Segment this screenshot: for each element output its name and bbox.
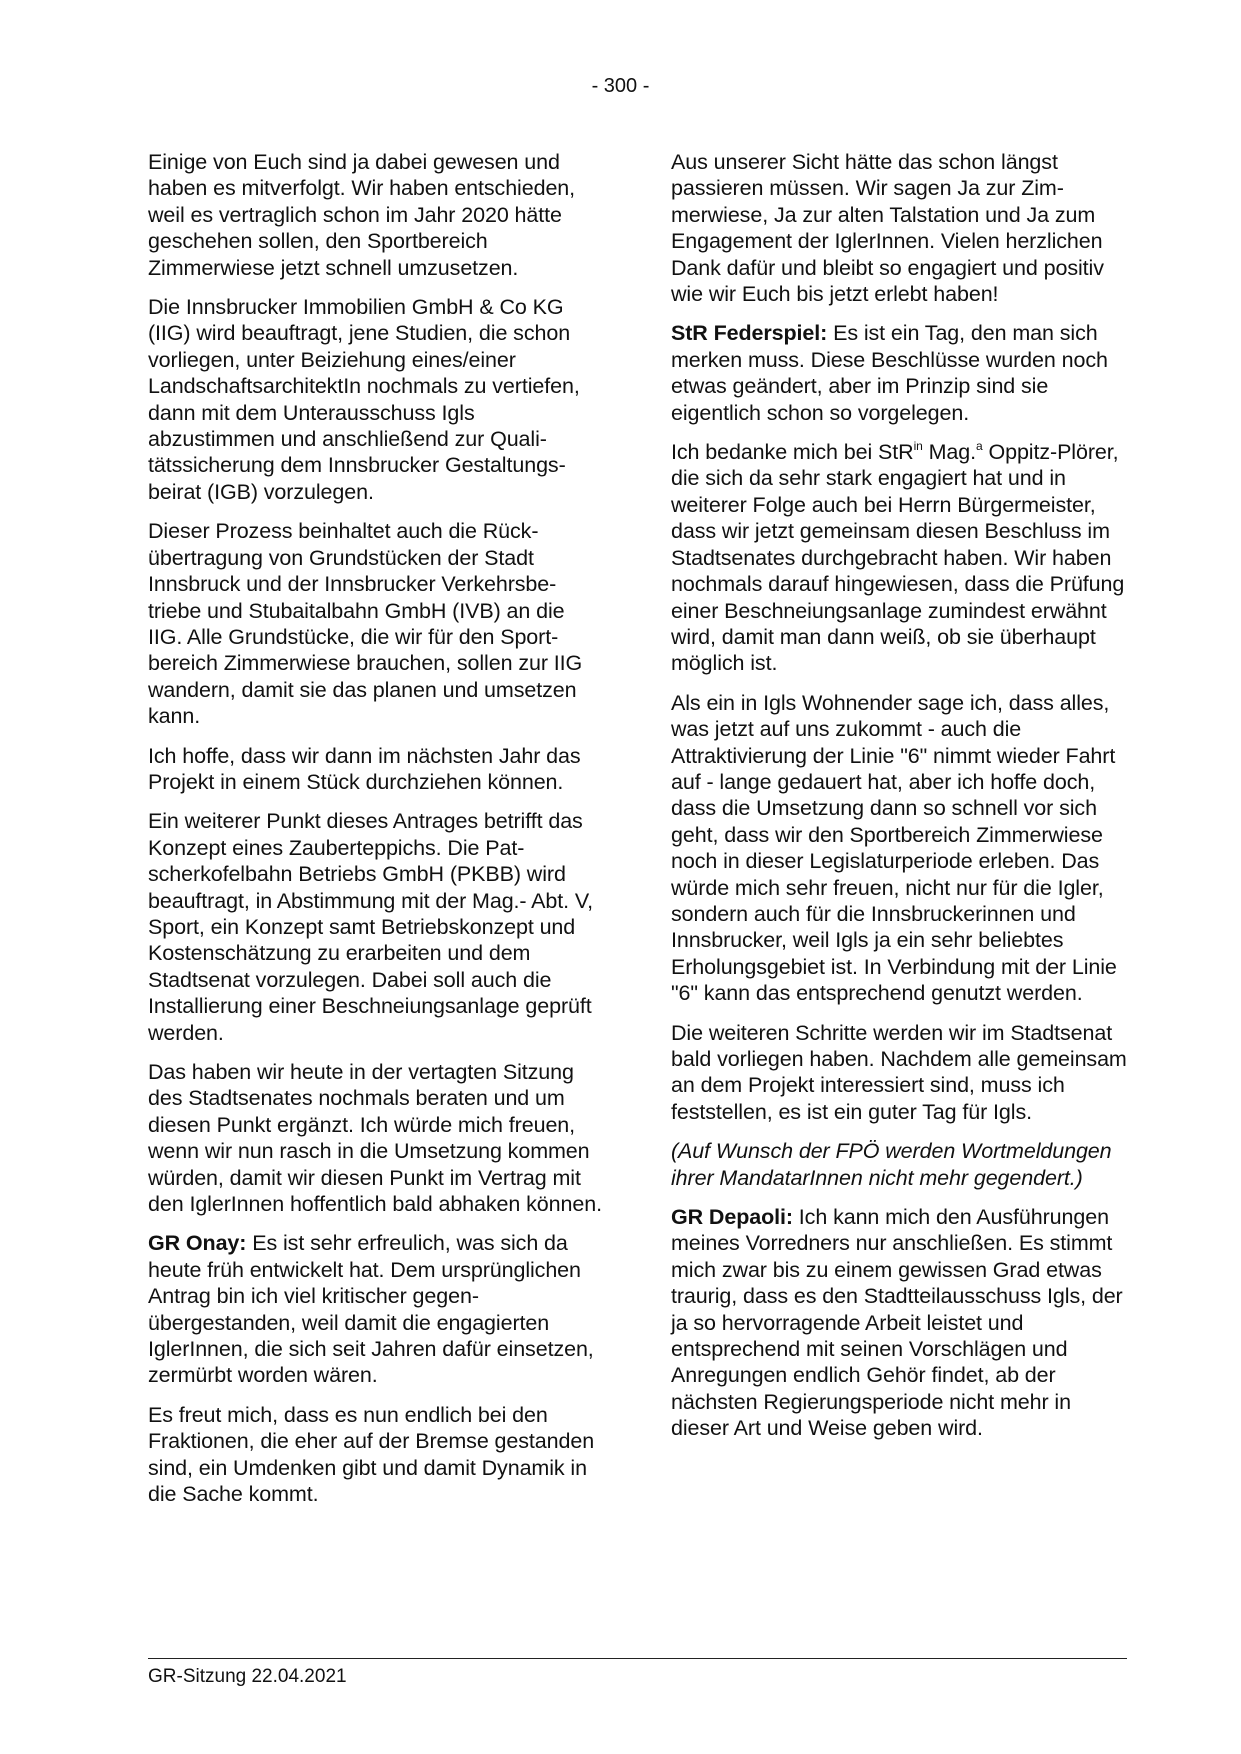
paragraph: Aus unserer Sicht hätte das schon längst passieren müssen. Wir sagen Ja zur Zimmerwiese, Ja zur alten Talstation und Ja zum Engagement der IglerInnen. Vielen herzlichen Dank dafür und bleibt so engagiert und positiv wie wir Euch bis jetzt erlebt haben!: [671, 150, 1104, 307]
paragraph: Die weiteren Schritte werden wir im Stadtsenat bald vorliegen haben. Nachdem alle gemeinsam an dem Projekt interessiert sind, muss ich feststellen, es ist ein guter Tag für Igls.: [671, 1020, 1127, 1124]
speech-onay: [148, 1230, 602, 1388]
speaker-name: GR Onay:: [148, 1231, 247, 1256]
paragraph: [671, 439, 1131, 677]
paragraph: Ich hoffe, dass wir dann im nächsten Jahr das Projekt in einem Stück durchziehen können.: [148, 743, 581, 794]
text-run: Ich bedanke mich bei StR: [671, 440, 914, 465]
right-column: [671, 149, 1131, 1455]
editorial-note: (Auf Wunsch der FPÖ werden Wortmeldungen ihrer MandatarInnen nicht mehr gegendert.): [671, 1139, 1112, 1190]
paragraph: Es freut mich, dass es nun endlich bei den Fraktionen, die eher auf der Bremse gestanden sind, ein Umdenken gibt und damit Dynamik in die Sache kommt.: [148, 1402, 595, 1507]
paragraph: Dieser Prozess beinhaltet auch die Rückübertragung von Grundstücken der Stadt Innsbruck und der Innsbrucker Verkehrsbetriebe und Stubaitalbahn GmbH (IVB) an die IIG. Alle Grundstücke, die wir für den Sportbereich Zimmerwiese brauchen, sollen zur IIG wandern, damit sie das planen und umsetzen kann.: [148, 519, 583, 729]
speech-text: Es ist sehr erfreulich, was sich da heute früh entwickelt hat. Dem ursprünglichen Antrag bin ich viel kritischer gegenübergestanden, weil damit die engagierten IglerInnen, die sich seit Jahren dafür einsetzen, zermürbt worden wären.: [148, 1231, 594, 1388]
superscript: in: [913, 439, 923, 454]
speech-text: Es ist ein Tag, den man sich merken muss. Diese Beschlüsse wurden noch etwas geändert, aber im Prinzip sind sie eigentlich schon so vorgelegen.: [671, 321, 1108, 425]
paragraph: Ein weiterer Punkt dieses Antrages betrifft das Konzept eines Zauberteppichs. Die Patscherkofelbahn Betriebs GmbH (PKBB) wird beauftragt, in Abstimmung mit der Mag.- Abt. V, Sport, ein Konzept samt Betriebskonzept und Kostenschätzung zu erarbeiten und dem Stadtsenat vorzulegen. Dabei soll auch die Installierung einer Beschneiungsanlage geprüft werden.: [148, 809, 594, 1045]
speech-depaoli: [671, 1204, 1131, 1442]
paragraph: Die Innsbrucker Immobilien GmbH & Co KG (IIG) wird beauftragt, jene Studien, die schon vorliegen, unter Beiziehung eines/einer LandschaftsarchitektIn nochmals zu vertiefen, dann mit dem Unterausschuss Igls abzustimmen und anschließend zur Qualitätssicherung dem Innsbrucker Gestaltungsbeirat (IGB) vorzulegen.: [148, 295, 580, 504]
footer-text: GR-Sitzung 22.04.2021: [148, 1666, 347, 1687]
paragraph: Als ein in Igls Wohnender sage ich, dass alles, was jetzt auf uns zukommt - auch die Attraktivierung der Linie "6" nimmt wieder Fahrt auf - lange gedauert hat, aber ich hoffe doch, dass die Umsetzung dann so schnell vor sich geht, dass wir den Sportbereich Zimmerwiese noch in dieser Legislaturperiode erleben. Das würde mich sehr freuen, nicht nur für die Igler, sondern auch für die Innsbruckerinnen und Innsbrucker, weil Igls ja ein sehr beliebtes Erholungsgebiet ist. In Verbindung mit der Linie "6" kann das entsprechend genutzt werden.: [671, 690, 1117, 1006]
speaker-name: StR Federspiel:: [671, 321, 828, 346]
speaker-name: GR Depaoli:: [671, 1205, 793, 1230]
speech-federspiel: [671, 320, 1131, 426]
text-run: Mag.: [922, 440, 977, 465]
footer-divider: [148, 1658, 1127, 1659]
text-run: Oppitz-Plörer, die sich da sehr stark engagiert hat und in weiterer Folge auch bei Herrn Bürgermeister, dass wir jetzt gemeinsam diesen Beschluss im Stadtsenates durchgebracht haben. Wir haben nochmals darauf hingewiesen, dass die Prüfung einer Beschneiungsanlage zumindest erwähnt wird, damit man dann weiß, ob sie überhaupt möglich ist.: [671, 440, 1125, 676]
paragraph: Das haben wir heute in der vertagten Sitzung des Stadtsenates nochmals beraten und um diesen Punkt ergänzt. Ich würde mich freuen, wenn wir nun rasch in die Umsetzung kommen würden, damit wir diesen Punkt im Vertrag mit den IglerInnen hoffentlich bald abhaken können.: [148, 1060, 602, 1217]
left-column: [148, 149, 602, 1521]
superscript: a: [976, 439, 983, 454]
speech-text: Ich kann mich den Ausführungen meines Vorredners nur anschließen. Es stimmt mich zwar bis zu einem gewissen Grad etwas traurig, dass es den Stadtteilausschuss Igls, der ja so hervorragende Arbeit leistet und entsprechend mit seinen Vorschlägen und Anregungen endlich Gehör findet, ab der nächsten Regierungsperiode nicht mehr in dieser Art und Weise geben wird.: [671, 1205, 1123, 1441]
paragraph: Einige von Euch sind ja dabei gewesen und haben es mitverfolgt. Wir haben entschieden, weil es vertraglich schon im Jahr 2020 hätte geschehen sollen, den Sportbereich Zimmerwiese jetzt schnell umzusetzen.: [148, 150, 576, 280]
page-number: - 300 -: [591, 75, 650, 97]
